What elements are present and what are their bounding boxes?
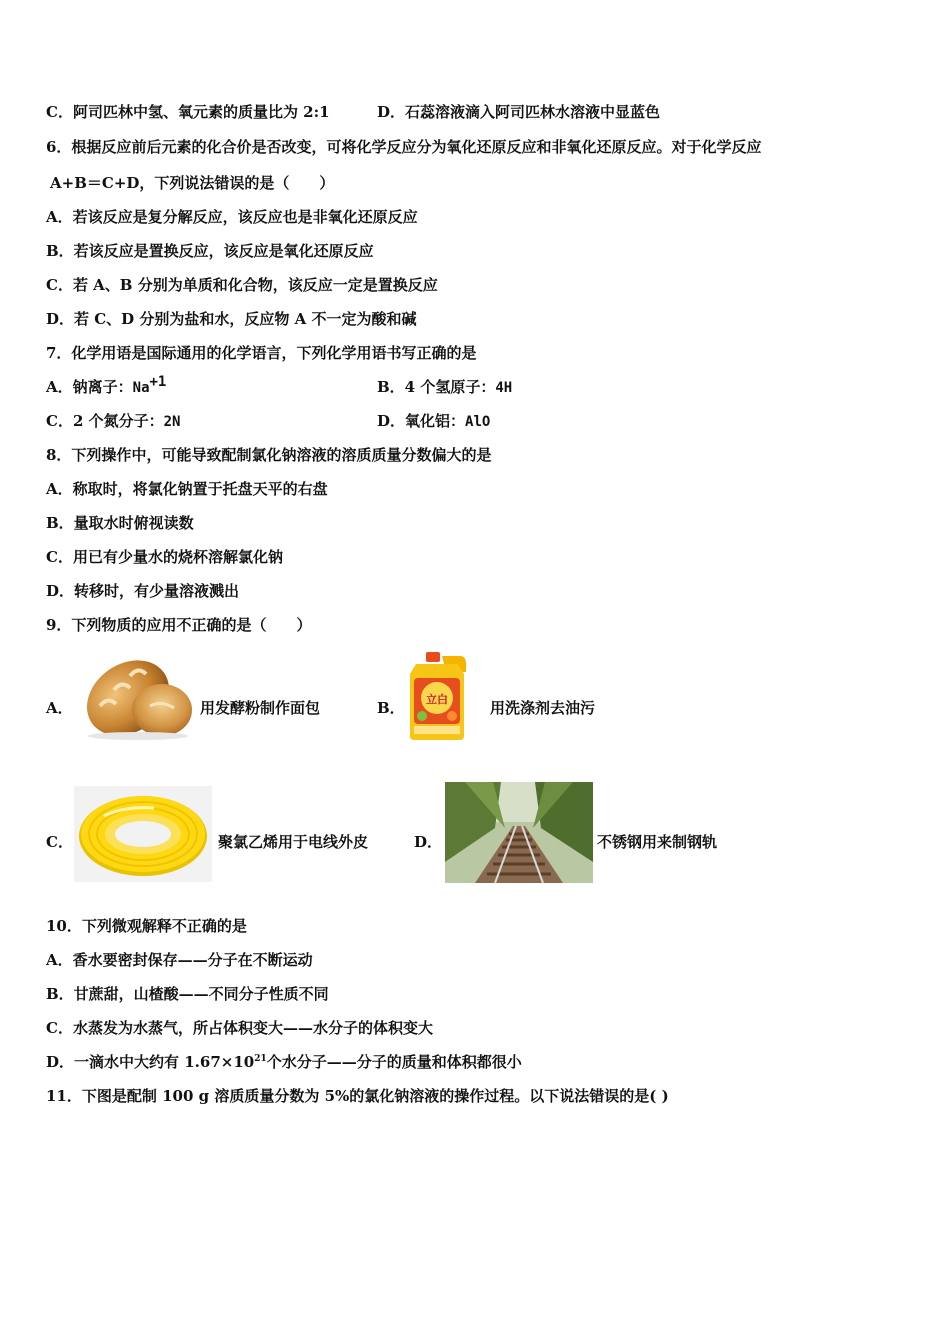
bottle-brand-label: 立白 (426, 693, 448, 706)
q7-option-a-charge: +1 (149, 374, 167, 390)
q9-option-c-text: 聚氯乙烯用于电线外皮 (218, 833, 369, 851)
q9-option-c-letter: C． (46, 833, 73, 851)
q8-option-c: C．用已有少量水的烧杯溶解氯化钠 (46, 548, 283, 566)
q7-option-c-formula: 2N (163, 414, 181, 430)
q7-option-b-formula: 4H (495, 380, 513, 396)
q8-option-b: B．量取水时俯视读数 (46, 514, 194, 532)
q6-option-c: C．若 A、B 分别为单质和化合物，该反应一定是置换反应 (46, 276, 438, 294)
q7-stem: 7．化学用语是国际通用的化学语言，下列化学用语书写正确的是 (46, 344, 477, 362)
q9-option-a-letter: A． (46, 699, 73, 717)
q9-option-d-letter: D． (414, 833, 443, 851)
q7-option-d (377, 411, 490, 432)
q7-option-d-label: D．氧化铝： (377, 412, 466, 430)
q10-option-d-suffix: 个水分子——分子的质量和体积都很小 (266, 1053, 522, 1071)
q7-option-b-label: B．4 个氢原子： (377, 378, 496, 396)
q9-option-b-text: 用洗涤剂去油污 (490, 699, 596, 717)
q10-option-a: A．香水要密封保存——分子在不断运动 (46, 951, 313, 969)
q10-option-b: B．甘蔗甜，山楂酸——不同分子性质不同 (46, 985, 329, 1003)
q9-stem: 9．下列物质的应用不正确的是（ ） (46, 616, 312, 634)
q10-option-d (46, 1052, 522, 1072)
q7-option-b (377, 377, 512, 398)
q6-option-a: A．若该反应是复分解反应，该反应也是非氧化还原反应 (46, 208, 418, 226)
q7-option-a (46, 374, 167, 398)
q10-option-d-prefix: D．一滴水中大约有 1.67×10 (46, 1053, 255, 1071)
q8-option-d: D．转移时，有少量溶液溅出 (46, 582, 240, 600)
q7-option-d-formula: AlO (465, 414, 491, 430)
q7-option-c (46, 411, 180, 432)
q10-stem: 10．下列微观解释不正确的是 (46, 917, 247, 935)
q6-option-d: D．若 C、D 分别为盐和水，反应物 A 不一定为酸和碱 (46, 310, 417, 328)
q7-option-a-label: A．钠离子： (46, 378, 133, 396)
q6-option-b: B．若该反应是置换反应，该反应是氧化还原反应 (46, 242, 374, 260)
detergent-bottle-image (402, 650, 472, 742)
q5-option-c: C．阿司匹林中氢、氧元素的质量比为 2:1 (46, 103, 330, 121)
q5-option-d: D．石蕊溶液滴入阿司匹林水溶液中显蓝色 (377, 103, 661, 121)
q8-stem: 8．下列操作中，可能导致配制氯化钠溶液的溶质质量分数偏大的是 (46, 446, 492, 464)
q7-option-a-formula: Na (132, 380, 150, 396)
q9-option-d-text: 不锈钢用来制钢轨 (597, 833, 718, 851)
q7-option-c-label: C．2 个氮分子： (46, 412, 164, 430)
q9-option-a-text: 用发酵粉制作面包 (200, 699, 321, 717)
q6-stem-line2: A+B＝C+D，下列说法错误的是（ ） (50, 174, 335, 192)
cable-coil-image (74, 786, 212, 882)
q9-option-b-letter: B． (377, 699, 405, 717)
bread-image (78, 646, 196, 742)
q11-stem: 11．下图是配制 100 g 溶质质量分数为 5%的氯化钠溶液的操作过程。以下说法错误的是( ) (46, 1087, 669, 1105)
railway-track-image (445, 782, 593, 883)
q6-stem-line1: 6．根据反应前后元素的化合价是否改变，可将化学反应分为氧化还原反应和非氧化还原反应。对于化学反应 (46, 138, 762, 156)
q10-option-c: C．水蒸发为水蒸气，所占体积变大——水分子的体积变大 (46, 1019, 433, 1037)
q10-option-d-exponent: 21 (254, 1054, 267, 1064)
q8-option-a: A．称取时，将氯化钠置于托盘天平的右盘 (46, 480, 328, 498)
